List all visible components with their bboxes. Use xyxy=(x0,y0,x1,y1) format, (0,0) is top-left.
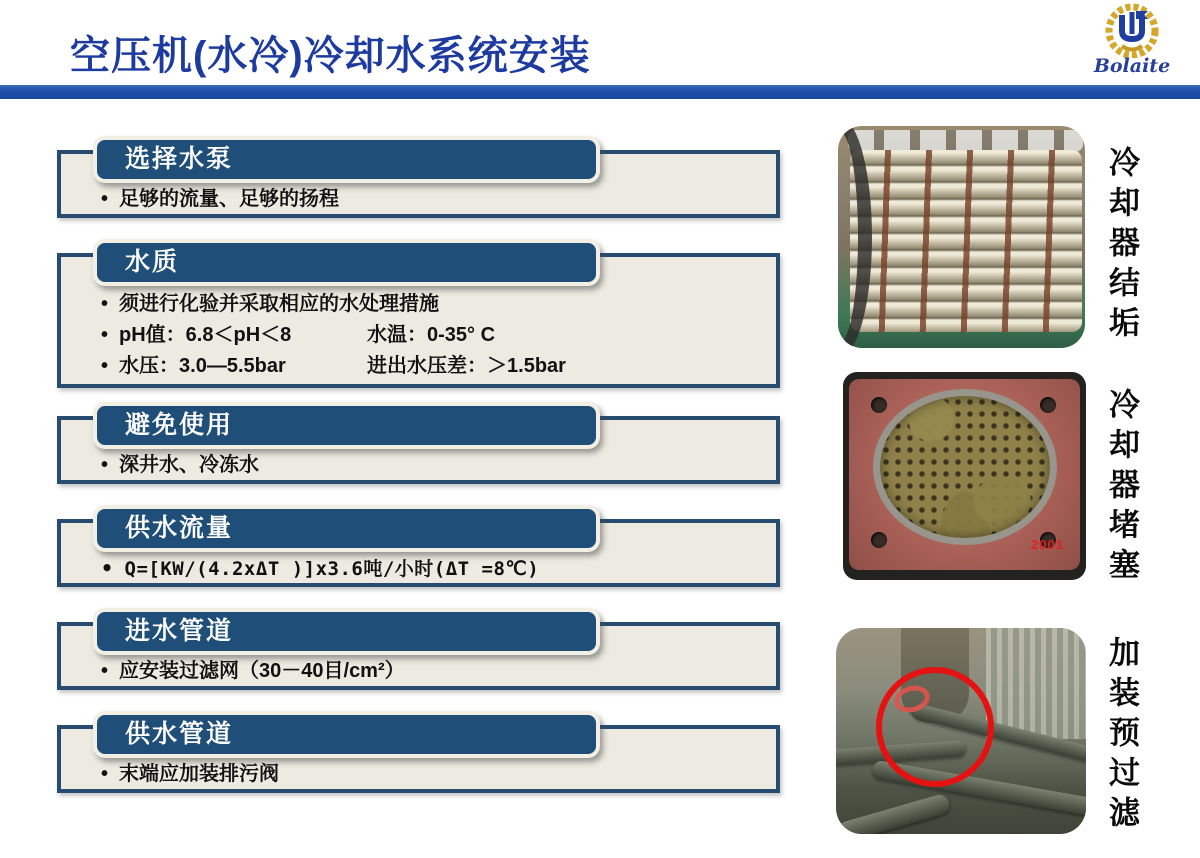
bullet-item: • 足够的流量、足够的扬程 xyxy=(101,187,762,211)
pipe xyxy=(836,792,952,834)
brand-logo xyxy=(1072,2,1192,77)
flow-formula: • Q=[KW/(4.2xΔT )]x3.6吨/小时(ΔT =8℃) xyxy=(101,556,762,581)
bolt-hole xyxy=(871,532,887,548)
bullet-item xyxy=(101,351,762,382)
section-header: 供水管道 xyxy=(93,711,600,758)
section-select-pump xyxy=(57,136,780,232)
section-header: 进水管道 xyxy=(93,608,600,655)
brand-name: Bolaite xyxy=(1093,55,1171,77)
cooler-scaling-photo xyxy=(838,126,1085,348)
bullet-item: • 应安装过滤网（30－40目/cm²） xyxy=(101,659,762,683)
pressure-diff: 进出水压差：＞1.5bar xyxy=(367,355,566,377)
bullet-item xyxy=(101,320,762,351)
scaled-tubes xyxy=(850,150,1082,332)
clogged-tube-sheet xyxy=(873,389,1057,545)
bolt-hole xyxy=(1040,397,1056,413)
photo-caption-prefilter: 加装预过滤 xyxy=(1104,636,1139,836)
laurel-crest-icon xyxy=(1100,2,1164,58)
section-avoid-using xyxy=(57,402,780,498)
photo-caption-scaling: 冷却器结垢 xyxy=(1104,146,1139,346)
title-underline-bar xyxy=(0,85,1200,99)
flange xyxy=(849,379,1080,570)
section-header: 水质 xyxy=(93,239,600,286)
ph-value: • pH值：6.8＜pH＜8 xyxy=(119,324,292,346)
photo-caption-blockage: 冷却器堵塞 xyxy=(1104,388,1139,588)
water-pressure: • 水压：3.0—5.5bar xyxy=(119,355,286,377)
section-water-quality xyxy=(57,239,780,402)
section-inlet-pipe xyxy=(57,608,780,704)
pre-filter-photo xyxy=(836,628,1086,834)
water-temp: 水温：0-35° C xyxy=(367,324,496,346)
section-supply-pipe xyxy=(57,711,780,807)
corrugated-wall xyxy=(986,628,1086,739)
tube-bundle-top xyxy=(848,130,1083,152)
cooler-blockage-photo xyxy=(843,372,1086,580)
bullet-item: • 末端应加装排污阀 xyxy=(101,762,762,786)
bullet-item: • 深井水、冷冻水 xyxy=(101,453,762,477)
bullet-item: • 须进行化验并采取相应的水处理措施 xyxy=(101,289,762,320)
bolt-hole xyxy=(871,397,887,413)
section-header: 选择水泵 xyxy=(93,136,600,183)
page-title: 空压机(水冷)冷却水系统安装 xyxy=(70,34,591,78)
section-header: 避免使用 xyxy=(93,402,600,449)
photo-date-stamp: 2001 xyxy=(1031,537,1064,552)
red-circle-annotation xyxy=(876,667,994,787)
section-supply-flow xyxy=(57,505,780,601)
section-header: 供水流量 xyxy=(93,505,600,552)
